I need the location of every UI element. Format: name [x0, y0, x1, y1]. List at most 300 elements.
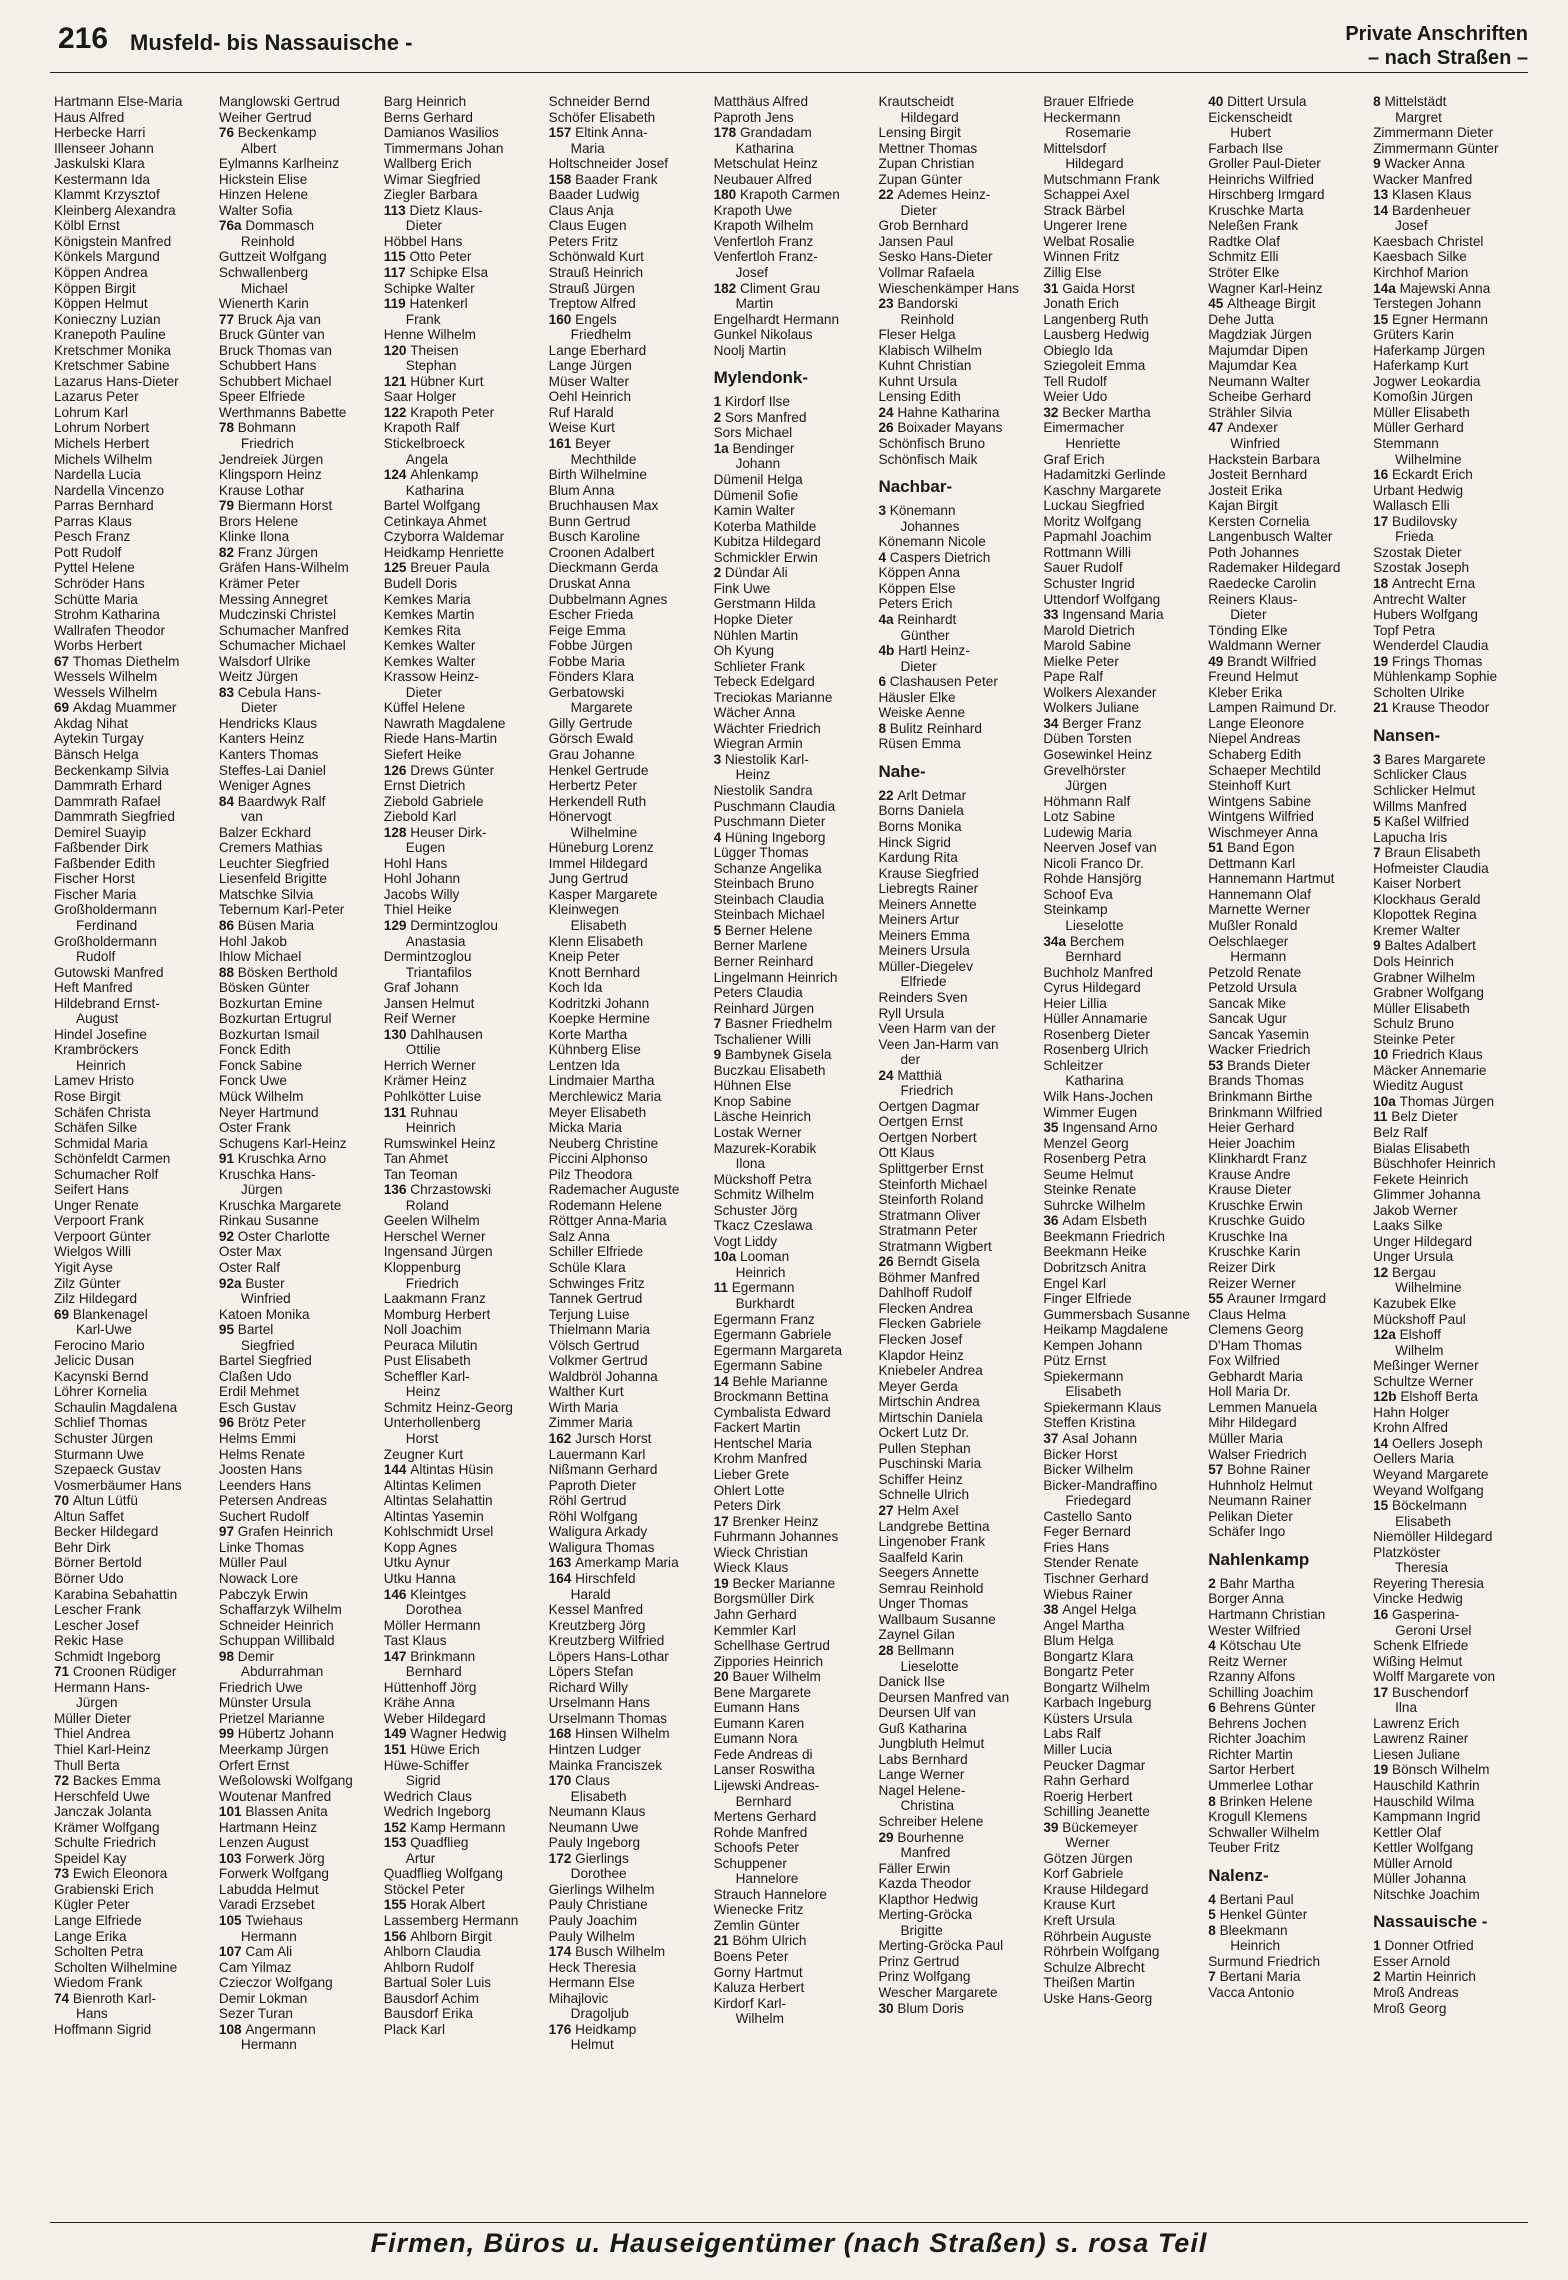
resident-entry: Steinforth Roland: [878, 1192, 984, 1208]
resident-entry: Kirdorf Karl-: [713, 1995, 787, 2011]
resident-entry: Meßinger Werner: [1373, 1358, 1479, 1374]
resident-entry: Kemkes Rita: [383, 622, 461, 638]
resident-entry: Noll Joachim: [383, 1322, 462, 1338]
house-number: 1a: [713, 440, 733, 456]
resident-entry: 72 Backes Emma: [54, 1773, 161, 1789]
resident-entry: 11 Egermann: [713, 1280, 795, 1296]
resident-entry: Groller Paul-Dieter: [1208, 156, 1321, 172]
house-number: 11: [1373, 1109, 1392, 1125]
section-title: [1345, 22, 1528, 70]
resident-entry: Finger Elfriede: [1043, 1291, 1132, 1307]
resident-entry: Pauly Wilhelm: [548, 1928, 635, 1944]
resident-entry: 92 Oster Charlotte: [218, 1228, 330, 1244]
resident-entry: Kettler Olaf: [1373, 1824, 1442, 1840]
resident-entry: Dammrath Rafael: [54, 793, 161, 809]
house-number: 29: [878, 1829, 898, 1845]
entry-continuation: Heinrich: [405, 1120, 456, 1136]
resident-entry: Krause Kurt: [1043, 1897, 1116, 1913]
resident-entry: Krause Lothar: [218, 482, 305, 498]
entry-continuation: Friedrich: [240, 436, 294, 452]
resident-entry: Schilling Jeanette: [1043, 1804, 1150, 1820]
house-number: 129: [383, 917, 411, 933]
resident-entry: 178 Grandadam: [713, 125, 812, 141]
resident-entry: Röttger Anna-Maria: [548, 1213, 667, 1229]
resident-entry: Hermann Else: [548, 1975, 635, 1991]
resident-entry: Liesenfeld Brigitte: [218, 871, 327, 887]
resident-entry: Wacker Friedrich: [1208, 1042, 1311, 1058]
resident-entry: Köppen Anna: [878, 565, 961, 581]
resident-entry: Haferkamp Kurt: [1373, 358, 1469, 374]
resident-entry: Eickenscheidt: [1208, 109, 1293, 125]
resident-entry: Weitz Jürgen: [218, 669, 298, 685]
resident-entry: Kubitza Hildegard: [713, 534, 821, 550]
resident-entry: Mutschmann Frank: [1043, 171, 1160, 187]
resident-entry: Feige Emma: [548, 622, 626, 638]
resident-entry: Oertgen Ernst: [878, 1114, 964, 1130]
resident-entry: 115 Otto Peter: [383, 249, 472, 265]
entry-continuation: Bernhard: [735, 1793, 792, 1809]
resident-entry: Kleinwegen: [548, 902, 619, 918]
street-heading: Nalenz-: [1208, 1865, 1269, 1885]
resident-entry: Zemlin Günter: [713, 1917, 800, 1933]
resident-entry: Klockhaus Gerald: [1373, 891, 1481, 907]
entry-continuation: Reinhold: [240, 233, 295, 249]
resident-entry: Lange Werner: [878, 1767, 965, 1783]
entry-continuation: August: [76, 1011, 119, 1027]
resident-entry: Puschmann Claudia: [713, 798, 836, 814]
resident-entry: 172 Gierlings: [548, 1850, 629, 1866]
resident-entry: Heier Joachim: [1208, 1135, 1296, 1151]
resident-entry: Pape Ralf: [1043, 669, 1104, 685]
entry-continuation: Hannelore: [735, 1871, 799, 1887]
resident-entry: Kaesbach Silke: [1373, 249, 1467, 265]
resident-entry: 79 Biermann Horst: [218, 498, 333, 514]
resident-entry: Kazubek Elke: [1373, 1296, 1457, 1312]
resident-entry: 4 Bertani Paul: [1208, 1891, 1294, 1907]
resident-entry: Grüters Karin: [1373, 327, 1454, 343]
resident-entry: Tebeck Edelgard: [713, 674, 815, 690]
resident-entry: Brauer Elfriede: [1043, 94, 1135, 109]
house-number: 162: [548, 1431, 576, 1447]
resident-entry: Barg Heinrich: [383, 94, 467, 109]
resident-entry: 107 Cam Ali: [218, 1944, 293, 1960]
resident-entry: Urselmann Thomas: [548, 1710, 668, 1726]
resident-entry: Cymbalista Edward: [713, 1404, 831, 1420]
resident-entry: Völsch Gertrud: [548, 1337, 640, 1353]
entry-continuation: Günther: [900, 627, 950, 643]
entry-continuation: Wilhelm: [1395, 1342, 1444, 1358]
resident-entry: Thielmann Maria: [548, 1322, 650, 1338]
resident-entry: 9 Wacker Anna: [1373, 156, 1465, 172]
resident-entry: Kreutzberg Jörg: [548, 1617, 646, 1633]
resident-entry: Wischmeyer Anna: [1208, 824, 1318, 840]
entry-continuation: Winfried: [240, 1291, 291, 1307]
resident-entry: Beekmann Friedrich: [1043, 1228, 1165, 1244]
house-number: 35: [1043, 1120, 1063, 1136]
resident-entry: Steinbach Claudia: [713, 891, 824, 907]
resident-entry: Szostak Dieter: [1373, 544, 1462, 560]
resident-entry: Mertens Gerhard: [713, 1809, 817, 1825]
entry-continuation: Ilna: [1395, 1700, 1418, 1716]
resident-entry: Fischer Horst: [54, 871, 135, 887]
resident-entry: 10 Friedrich Klaus: [1373, 1047, 1483, 1063]
resident-entry: Müller Elisabeth: [1373, 404, 1470, 420]
resident-entry: Fede Andreas di: [713, 1746, 813, 1762]
resident-entry: Walser Friedrich: [1208, 1446, 1307, 1462]
resident-entry: Majumdar Dipen: [1208, 342, 1308, 358]
resident-entry: Jaskulski Klara: [54, 156, 145, 172]
resident-entry: Pust Elisabeth: [383, 1353, 471, 1369]
resident-entry: Kazda Theodor: [878, 1876, 972, 1892]
resident-entry: Klammt Krzysztof: [54, 187, 160, 203]
resident-entry: Becker Hildegard: [54, 1524, 159, 1540]
resident-entry: Forwerk Wolfgang: [218, 1866, 329, 1882]
house-number: 156: [383, 1928, 411, 1944]
resident-entry: Tell Rudolf: [1043, 373, 1107, 389]
house-number: 180: [713, 187, 741, 203]
resident-entry: Meiners Annette: [878, 896, 977, 912]
resident-entry: 120 Theisen: [383, 342, 459, 358]
resident-entry: Faßbender Dirk: [54, 840, 149, 856]
resident-entry: Spiekermann Klaus: [1043, 1399, 1162, 1415]
resident-entry: Gilly Gertrude: [548, 715, 633, 731]
resident-entry: 67 Thomas Diethelm: [54, 653, 180, 669]
resident-entry: 2 Dündar Ali: [713, 565, 788, 581]
resident-entry: Schäfen Silke: [54, 1120, 138, 1136]
resident-entry: Klopottek Regina: [1373, 907, 1477, 923]
house-number: 9: [1373, 156, 1385, 172]
house-number: 26: [878, 1254, 898, 1270]
resident-entry: Ströter Elke: [1208, 265, 1280, 281]
resident-entry: Schugens Karl-Heinz: [218, 1135, 347, 1151]
resident-entry: Schmidt Ingeborg: [54, 1648, 161, 1664]
resident-entry: Rose Birgit: [54, 1089, 121, 1104]
resident-entry: Bongartz Klara: [1043, 1648, 1134, 1664]
resident-entry: 121 Hübner Kurt: [383, 373, 484, 389]
house-number: 36: [1043, 1213, 1063, 1229]
house-number: 78: [218, 420, 238, 436]
resident-entry: Borns Monika: [878, 818, 962, 834]
resident-entry: Wienecke Fritz: [713, 1902, 804, 1918]
resident-entry: Rademacher Auguste: [548, 1182, 680, 1198]
resident-entry: Grau Johanne: [548, 746, 635, 762]
resident-entry: Haferkamp Jürgen: [1373, 342, 1485, 358]
resident-entry: Poth Johannes: [1208, 544, 1299, 560]
resident-entry: Lingelmann Heinrich: [713, 969, 838, 985]
house-number: 73: [54, 1866, 73, 1882]
resident-entry: Mittelsdorf: [1043, 140, 1107, 156]
resident-entry: Neubauer Alfred: [713, 171, 812, 187]
street-heading: Nansen-: [1373, 725, 1441, 745]
resident-entry: Schmidal Maria: [54, 1135, 148, 1151]
resident-entry: 57 Bohne Rainer: [1208, 1462, 1311, 1478]
resident-entry: Neumann Walter: [1208, 373, 1310, 389]
resident-entry: 4b Hartl Heinz-: [878, 643, 970, 659]
resident-entry: Wiedom Frank: [54, 1975, 143, 1991]
resident-entry: Messing Annegret: [218, 591, 328, 607]
resident-entry: Bartel Siegfried: [218, 1353, 312, 1369]
resident-entry: Liesen Juliane: [1373, 1746, 1461, 1762]
resident-entry: Lostak Werner: [713, 1125, 802, 1140]
resident-entry: Verpoort Günter: [54, 1228, 151, 1244]
resident-entry: Bunn Gertrud: [548, 513, 631, 529]
resident-entry: Woutenar Manfred: [218, 1788, 332, 1804]
house-number: 7: [713, 1016, 725, 1032]
resident-entry: 128 Heuser Dirk-: [383, 824, 487, 840]
resident-entry: Hüttenhoff Jörg: [383, 1679, 477, 1695]
resident-entry: Eumann Hans: [713, 1700, 800, 1716]
resident-entry: Parras Klaus: [54, 513, 132, 529]
house-number: 149: [383, 1726, 411, 1742]
resident-entry: Bialas Elisabeth: [1373, 1140, 1470, 1156]
resident-entry: Jonath Erich: [1043, 296, 1119, 312]
entry-continuation: Dorothea: [405, 1602, 462, 1618]
entry-continuation: Maria: [570, 140, 605, 156]
resident-entry: 126 Drews Günter: [383, 762, 495, 778]
resident-entry: Reyering Theresia: [1373, 1575, 1484, 1591]
resident-entry: Krause Andre: [1208, 1166, 1291, 1182]
resident-entry: Tischner Gerhard: [1043, 1570, 1149, 1586]
house-number: 4b: [878, 643, 899, 659]
resident-entry: Läsche Heinrich: [713, 1109, 812, 1125]
resident-entry: Sauer Rudolf: [1043, 560, 1123, 576]
resident-entry: Schiffer Heinz: [878, 1471, 963, 1487]
resident-entry: 14 Bardenheuer: [1373, 202, 1471, 218]
resident-entry: Tebernum Karl-Peter: [218, 902, 345, 918]
resident-entry: Reinhard Jürgen: [713, 1000, 815, 1016]
entry-continuation: Rosemarie: [1065, 125, 1132, 141]
resident-entry: Herbertz Peter: [548, 778, 638, 794]
resident-entry: Worbs Herbert: [54, 638, 143, 654]
resident-entry: Schaffarzyk Wilhelm: [218, 1602, 342, 1618]
resident-entry: Lensing Edith: [878, 389, 961, 405]
resident-entry: Petzold Ursula: [1208, 980, 1297, 996]
resident-entry: Puschmann Dieter: [713, 814, 826, 830]
resident-entry: Lemmen Manuela: [1208, 1399, 1318, 1415]
resident-entry: Neuberg Christine: [548, 1135, 659, 1151]
house-number: 5: [1373, 814, 1385, 830]
house-number: 9: [713, 1047, 725, 1063]
resident-entry: Grevelhörster: [1043, 762, 1126, 778]
resident-entry: Borger Anna: [1208, 1591, 1284, 1607]
resident-entry: Kühnberg Elise: [548, 1042, 641, 1058]
house-number: 8: [1208, 1793, 1220, 1809]
resident-entry: Waldbröl Johanna: [548, 1368, 658, 1384]
resident-entry: Kemkes Walter: [383, 653, 476, 669]
resident-entry: Freund Helmut: [1208, 669, 1299, 685]
resident-entry: Knop Sabine: [713, 1093, 792, 1109]
resident-entry: Laaks Silke: [1373, 1218, 1443, 1234]
resident-entry: 2 Martin Heinrich: [1373, 1969, 1476, 1985]
resident-entry: Herkendell Ruth: [548, 793, 647, 809]
resident-entry: Seume Helmut: [1043, 1166, 1134, 1182]
house-number: 2: [1208, 1575, 1220, 1591]
resident-entry: Heckermann: [1043, 109, 1121, 125]
resident-entry: Rottmann Willi: [1043, 544, 1131, 560]
entry-continuation: Hildegard: [900, 109, 959, 125]
resident-entry: Lieber Grete: [713, 1467, 790, 1483]
resident-entry: Faßbender Edith: [54, 855, 156, 871]
resident-entry: Wieditz August: [1373, 1078, 1464, 1094]
resident-entry: Schellhase Gertrud: [713, 1638, 830, 1654]
resident-entry: Steffes-Lai Daniel: [218, 762, 326, 778]
resident-entry: Pauly Christiane: [548, 1897, 648, 1913]
resident-entry: Zimmer Maria: [548, 1415, 633, 1431]
resident-entry: Höhmann Ralf: [1043, 793, 1131, 809]
resident-entry: Lausberg Hedwig: [1043, 327, 1150, 343]
resident-entry: Salz Anna: [548, 1228, 610, 1244]
resident-entry: 21 Krause Theodor: [1373, 700, 1490, 716]
entry-continuation: Karl-Uwe: [76, 1322, 132, 1338]
resident-entry: Dermintzoglou: [383, 949, 472, 965]
resident-entry: Krause Hildegard: [1043, 1881, 1149, 1897]
resident-entry: Laakmann Franz: [383, 1291, 486, 1307]
resident-entry: Cyrus Hildegard: [1043, 980, 1141, 996]
resident-entry: Fackert Martin: [713, 1420, 801, 1436]
resident-entry: Kreutzberg Wilfried: [548, 1633, 665, 1649]
house-number: 19: [1373, 653, 1393, 669]
house-number: 6: [878, 674, 890, 690]
resident-entry: Kajan Birgit: [1208, 498, 1278, 514]
resident-entry: 83 Cebula Hans-: [218, 684, 321, 700]
house-number: 113: [383, 202, 410, 218]
resident-entry: Fox Wilfried: [1208, 1353, 1280, 1369]
resident-entry: Schuster Jürgen: [54, 1431, 153, 1447]
resident-entry: Schubbert Michael: [218, 373, 332, 389]
resident-entry: Spiekermann: [1043, 1368, 1124, 1384]
resident-entry: Heier Lillia: [1043, 995, 1107, 1011]
resident-entry: 12 Bergau: [1373, 1264, 1436, 1280]
resident-entry: Schuster Jörg: [713, 1202, 798, 1218]
resident-entry: Thiel Karl-Heinz: [54, 1741, 151, 1757]
resident-entry: Schröder Hans: [54, 575, 145, 591]
resident-entry: Mirtschin Daniela: [878, 1409, 983, 1425]
entry-continuation: Josef: [735, 265, 769, 281]
resident-entry: Thull Berta: [54, 1757, 120, 1773]
resident-entry: 11 Belz Dieter: [1373, 1109, 1458, 1125]
resident-entry: Karabina Sebahattin: [54, 1586, 178, 1602]
resident-entry: 24 Hahne Katharina: [878, 404, 1000, 420]
resident-entry: Hopke Dieter: [713, 611, 793, 627]
house-number: 157: [548, 125, 576, 141]
resident-entry: 9 Bambynek Gisela: [713, 1047, 832, 1063]
resident-entry: Heikamp Magdalene: [1043, 1322, 1169, 1338]
entry-continuation: Martin: [735, 296, 774, 312]
resident-entry: Pohlkötter Luise: [383, 1089, 482, 1104]
house-number: 3: [713, 751, 725, 767]
house-number: 92: [218, 1228, 238, 1244]
resident-entry: Schönwald Kurt: [548, 249, 644, 265]
resident-entry: Heinrichs Wilfried: [1208, 171, 1314, 187]
resident-entry: Miller Lucia: [1043, 1741, 1113, 1757]
resident-entry: 37 Asal Johann: [1043, 1431, 1138, 1447]
resident-entry: Meyer Gerda: [878, 1378, 958, 1394]
resident-entry: Steinkamp: [1043, 902, 1108, 918]
resident-entry: Meyer Elisabeth: [548, 1104, 647, 1120]
resident-entry: Lanser Roswitha: [713, 1762, 815, 1778]
resident-entry: 1 Kirdorf Ilse: [713, 394, 790, 410]
resident-entry: Glimmer Johanna: [1373, 1187, 1481, 1203]
resident-entry: Klingsporn Heinz: [218, 467, 322, 483]
resident-entry: Pyttel Helene: [54, 560, 135, 576]
resident-entry: Großholdermann: [54, 933, 157, 949]
section-title-line1: Private Anschriften: [1345, 23, 1528, 45]
resident-entry: Pullen Stephan: [878, 1440, 971, 1456]
resident-entry: Meerkamp Jürgen: [218, 1741, 329, 1757]
resident-entry: Hubers Wolfgang: [1373, 607, 1478, 623]
resident-entry: Fleser Helga: [878, 327, 956, 343]
resident-entry: Hinzen Helene: [218, 187, 309, 203]
resident-entry: 129 Dermintzoglou: [383, 917, 498, 933]
resident-entry: Wolkers Alexander: [1043, 684, 1157, 700]
resident-entry: Lentzen Ida: [548, 1057, 620, 1073]
house-number: 8: [1373, 94, 1385, 109]
resident-entry: Nühlen Martin: [713, 627, 799, 643]
resident-entry: Matschke Silvia: [218, 886, 314, 902]
resident-entry: Mihr Hildegard: [1208, 1415, 1297, 1431]
resident-entry: Ummerlee Lothar: [1208, 1777, 1314, 1793]
resident-entry: Kanters Thomas: [218, 746, 319, 762]
resident-entry: Illenseer Johann: [54, 140, 154, 156]
resident-entry: Oh Kyung: [713, 643, 775, 659]
house-number: 174: [548, 1944, 576, 1960]
resident-entry: Reizer Werner: [1208, 1275, 1296, 1291]
resident-entry: Scholten Petra: [54, 1944, 144, 1960]
entry-continuation: Frieda: [1395, 529, 1434, 545]
resident-entry: Nitschke Joachim: [1373, 1886, 1480, 1902]
resident-entry: Hohl Hans: [383, 855, 448, 871]
resident-entry: Akdag Nihat: [54, 715, 129, 731]
house-number: 15: [1373, 1498, 1393, 1514]
entry-continuation: Wilhelmine: [1395, 1280, 1462, 1296]
resident-entry: 82 Franz Jürgen: [218, 544, 318, 560]
resident-entry: Brands Thomas: [1208, 1073, 1304, 1089]
house-number: 12a: [1373, 1327, 1400, 1343]
resident-entry: Siefert Heike: [383, 746, 462, 762]
resident-entry: Kranepoth Pauline: [54, 327, 166, 343]
resident-entry: Müller Gerhard: [1373, 420, 1464, 436]
resident-entry: Deursen Ulf van: [878, 1705, 976, 1721]
resident-entry: Wallrafen Theodor: [54, 622, 166, 638]
resident-entry: 28 Bellmann: [878, 1642, 955, 1658]
resident-entry: Kuhnt Christian: [878, 358, 972, 374]
house-number: 28: [878, 1642, 898, 1658]
house-number: 38: [1043, 1602, 1063, 1618]
resident-entry: Böhmer Manfred: [878, 1269, 980, 1285]
resident-entry: Köppen Helmut: [54, 296, 148, 312]
resident-entry: Klenn Elisabeth: [548, 933, 644, 949]
resident-entry: Thiel Andrea: [54, 1726, 131, 1742]
entry-continuation: Hans: [76, 2006, 108, 2022]
house-number: 103: [218, 1850, 246, 1866]
resident-entry: 122 Krapoth Peter: [383, 404, 495, 420]
resident-entry: Schleitzer: [1043, 1057, 1104, 1073]
resident-entry: 40 Dittert Ursula: [1208, 94, 1307, 109]
resident-entry: Fäller Erwin: [878, 1860, 951, 1876]
resident-entry: Wenderdel Claudia: [1373, 638, 1489, 654]
house-number: 160: [548, 311, 576, 327]
resident-entry: 49 Brandt Wilfried: [1208, 653, 1317, 669]
house-number: 131: [383, 1104, 411, 1120]
resident-entry: Konieczny Luzian: [54, 311, 161, 327]
resident-entry: Lescher Josef: [54, 1617, 139, 1633]
resident-entry: Semrau Reinhold: [878, 1580, 984, 1596]
resident-entry: Herbecke Harri: [54, 125, 146, 141]
resident-entry: Yigit Ayse: [54, 1260, 113, 1276]
resident-entry: Lamev Hristo: [54, 1073, 135, 1089]
resident-entry: Oster Ralf: [218, 1260, 281, 1276]
resident-entry: 3 Niestolik Karl-: [713, 751, 809, 767]
